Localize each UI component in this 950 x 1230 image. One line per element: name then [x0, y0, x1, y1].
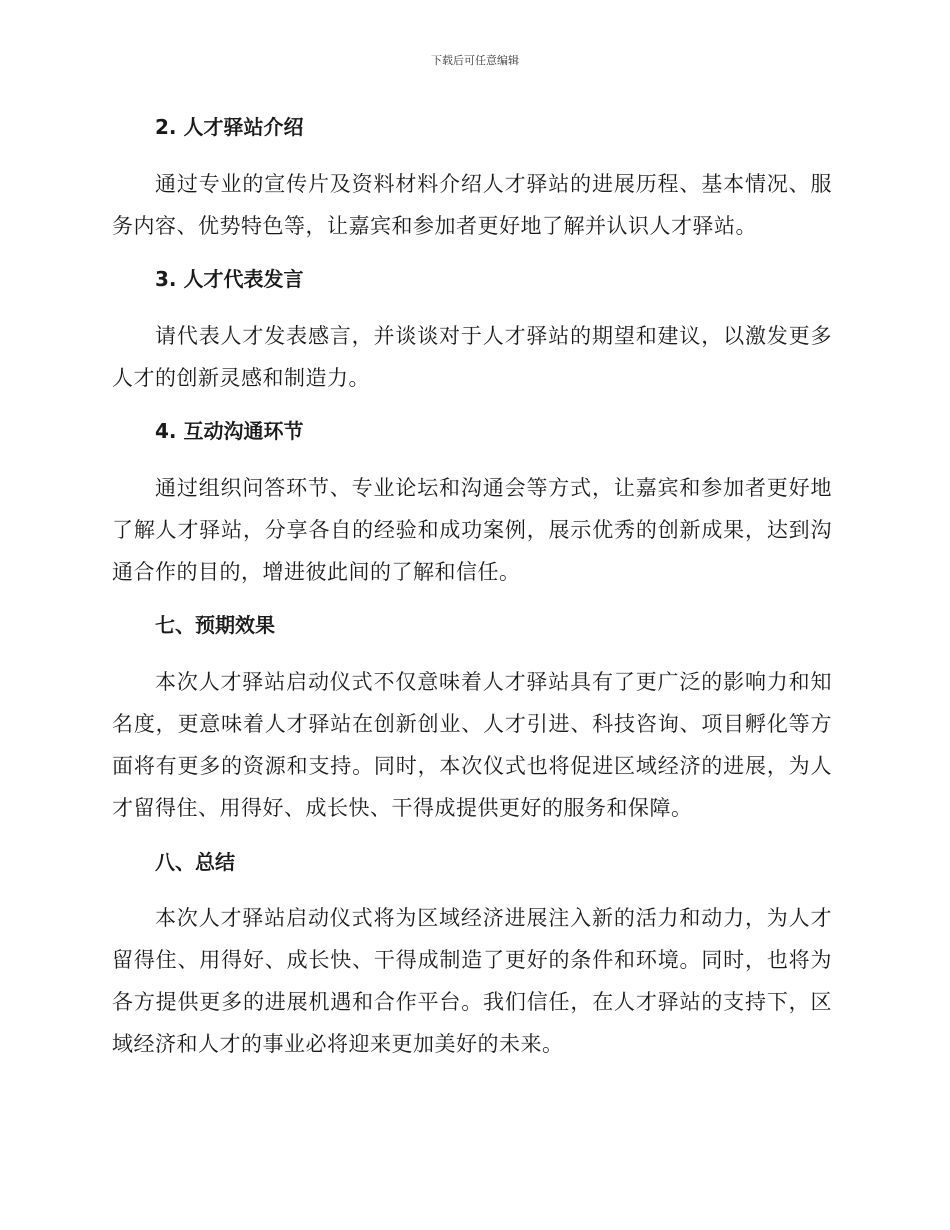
page-header: 下载后可任意编辑: [431, 54, 519, 67]
section-paragraph-talent-station-intro: 通过专业的宣传片及资料材料介绍人才驿站的进展历程、基本情况、服务内容、优势特色等，让嘉宾和参加者更好地了解并认识人才驿站。: [112, 172, 832, 238]
section-heading-talent-representative-speech: 3. 人才代表发言: [155, 267, 304, 291]
section-paragraph-summary: 本次人才驿站启动仪式将为区域经济进展注入新的活力和动力，为人才留得住、用得好、成长快、干得成制造了更好的条件和环境。同时，也将为各方提供更多的进展机遇和合作平台。我们信任，在人才驿站的支持下，区域经济和人才的事业必将迎来更加美好的未来。: [112, 906, 832, 1056]
section-paragraph-interactive-session: 通过组织问答环节、专业论坛和沟通会等方式，让嘉宾和参加者更好地了解人才驿站，分享各自的经验和成功案例，展示优秀的创新成果，达到沟通合作的目的，增进彼此间的了解和信任。: [112, 476, 832, 584]
section-heading-interactive-session: 4. 互动沟通环节: [155, 419, 304, 443]
section-heading-talent-station-intro: 2. 人才驿站介绍: [155, 115, 304, 139]
section-paragraph-talent-representative-speech: 请代表人才发表感言，并谈谈对于人才驿站的期望和建议，以激发更多人才的创新灵感和制造力。: [112, 324, 832, 390]
section-heading-summary: 八、总结: [155, 850, 235, 874]
section-heading-expected-effects: 七、预期效果: [155, 613, 275, 637]
section-paragraph-expected-effects: 本次人才驿站启动仪式不仅意味着人才驿站具有了更广泛的影响力和知名度，更意味着人才驿站在创新创业、人才引进、科技咨询、项目孵化等方面将有更多的资源和支持。同时，本次仪式也将促进区域经济的进展，为人才留得住、用得好、成长快、干得成提供更好的服务和保障。: [112, 670, 832, 820]
